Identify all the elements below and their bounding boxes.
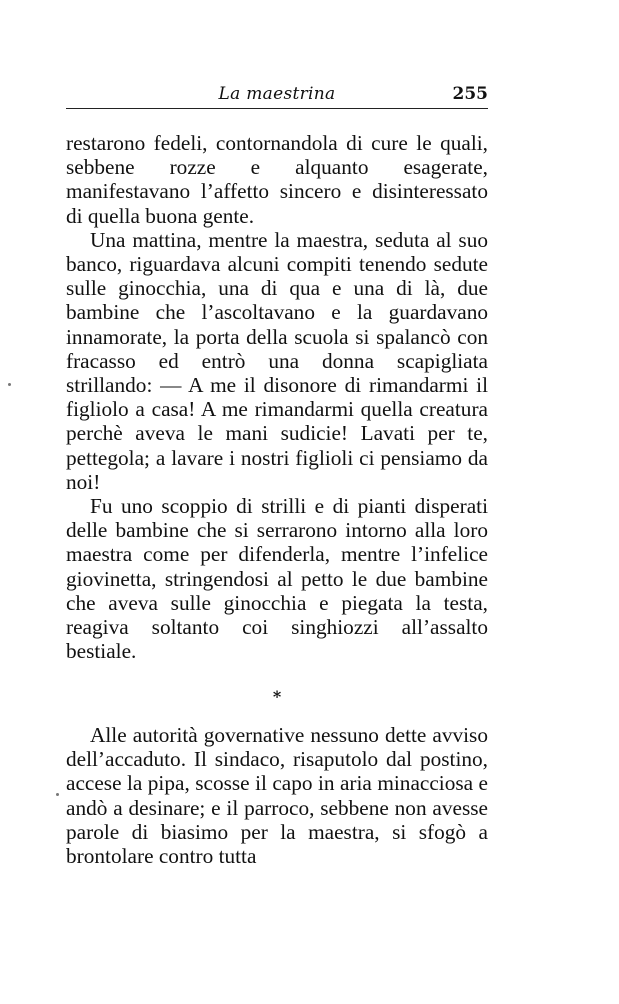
section-break-asterisk: * bbox=[272, 687, 282, 706]
scan-speck bbox=[8, 383, 11, 386]
scan-speck bbox=[56, 793, 59, 796]
paragraph: Fu uno scoppio di strilli e di pianti disperati delle bambine che si serrarono intorno alla loro maestra come per difenderla, mentre l’infelice giovinetta, stringendosi al petto le due bambine che aveva sulle ginocchia e piegata la testa, reagiva soltanto coi singhiozzi all’assalto bestiale. bbox=[66, 494, 488, 664]
paragraph: Alle autorità governative nessuno dette avviso dell’accaduto. Il sindaco, risaputolo dal postino, accese la pipa, scosse il capo in aria minacciosa e andò a desinare; e il parroco, sebbene non avesse parole di biasimo per la maestra, si sfogò a brontolare contro tutta bbox=[66, 723, 488, 869]
page-number: 255 bbox=[452, 84, 488, 104]
running-title: La maestrina bbox=[218, 84, 336, 104]
paragraph-continued: restarono fedeli, contornandola di cure le quali, sebbene rozze e alquanto esagerate, manifestavano l’affetto sincero e disinteressato di quella buona gente. bbox=[66, 131, 488, 228]
paragraph: Una mattina, mentre la maestra, seduta al suo banco, riguardava alcuni compiti tenendo sedute sulle ginocchia, una di qua e una di là, due bambine che l’ascoltavano e la guardavano innamorate, la porta della scuola si spalancò con fracasso ed entrò una donna scapigliata strillando: — A me il disonore di rimandarmi il figliolo a casa! A me rimandarmi quella creatura perchè aveva le mani sudicie! Lavati per te, pettegola; a lavare i nostri figlioli ci pensiamo da noi! bbox=[66, 227, 488, 494]
running-head bbox=[66, 84, 488, 109]
text-block-main bbox=[66, 131, 488, 663]
text-block-after-break bbox=[66, 723, 488, 868]
